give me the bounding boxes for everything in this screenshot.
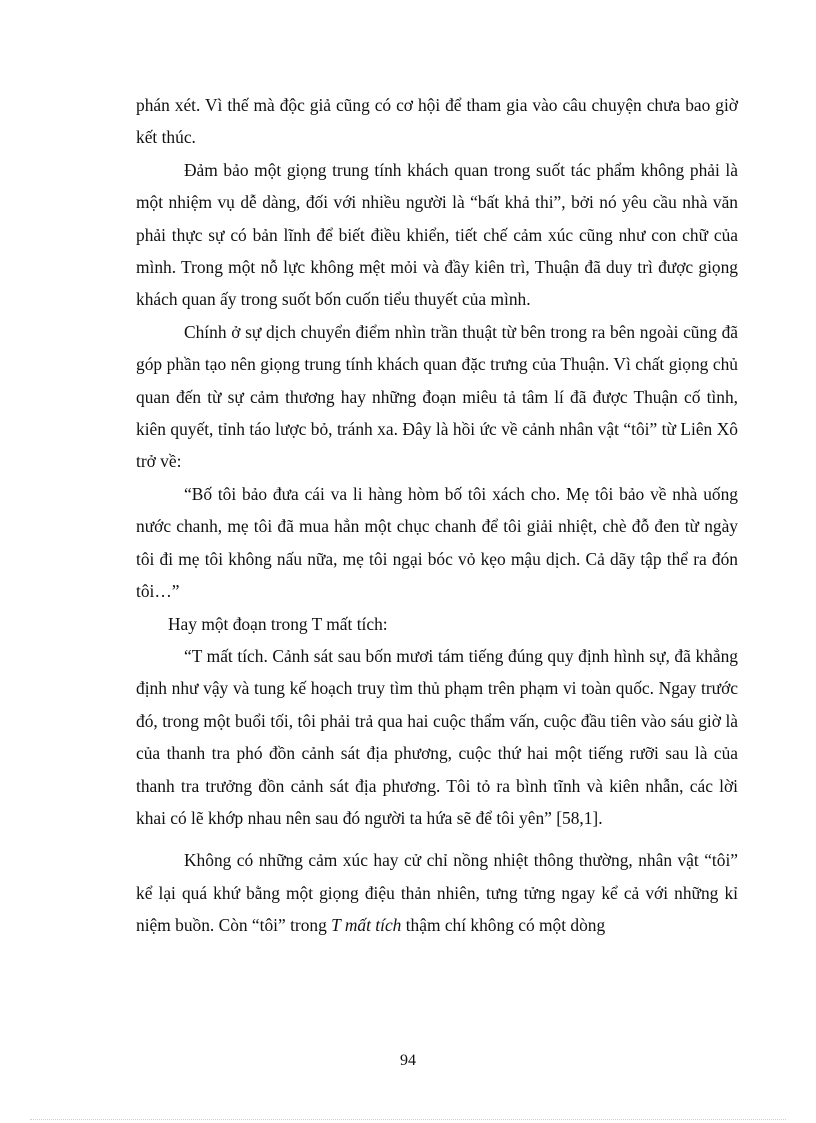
page-body <box>136 89 738 942</box>
paragraph-intro-quote-2: Hay một đoạn trong T mất tích: <box>168 613 388 634</box>
quote-2: “T mất tích. Cảnh sát sau bốn mươi tám tiếng đúng quy định hình sự, đã khẳng định như vậy và tung kế hoạch truy tìm thủ phạm trên phạm vi toàn quốc. Ngay trước đó, trong một buổi tối, tôi phải trả qua hai cuộc thẩm vấn, cuộc đầu tiên vào sáu giờ là của thanh tra phó đồn cảnh sát địa phương, cuộc thứ hai một tiếng rưỡi sau là của thanh tra trưởng đồn cảnh sát địa phương. Tôi tỏ ra bình tĩnh và kiên nhẫn, các lời khai có lẽ khớp nhau nên sau đó người ta hứa sẽ để tôi yên” [58,1]. <box>136 645 738 828</box>
bottom-divider <box>30 1119 786 1120</box>
final-text-after: thậm chí không có một dòng <box>401 915 606 936</box>
paragraph-1: phán xét. Vì thế mà độc giả cũng có cơ hội để tham gia vào câu chuyện chưa bao giờ kết thúc. <box>136 95 738 148</box>
book-title-italic: T mất tích <box>331 915 402 936</box>
paragraph-3: Chính ở sự dịch chuyển điểm nhìn trần thuật từ bên trong ra bên ngoài cũng đã góp phần tạo nên giọng trung tính khách quan đặc trưng của Thuận. Vì chất giọng chủ quan đến từ sự cảm thương hay những đoạn miêu tả tâm lí đã được Thuận cố tình, kiên quyết, tỉnh táo lược bỏ, tránh xa. Đây là hồi ức về cảnh nhân vật “tôi” từ Liên Xô trở về: <box>136 321 738 472</box>
page-number: 94 <box>400 1052 416 1069</box>
paragraph-2: Đảm bảo một giọng trung tính khách quan trong suốt tác phẩm không phải là một nhiệm vụ dễ dàng, đối với nhiều người là “bất khả thi”, bởi nó yêu cầu nhà văn phải thực sự có bản lĩnh để biết điều khiển, tiết chế cảm xúc cũng như con chữ của mình. Trong một nỗ lực không mệt mỏi và đầy kiên trì, Thuận đã duy trì được giọng khách quan ấy trong suốt bốn cuốn tiểu thuyết của mình. <box>136 159 738 310</box>
paragraph-final <box>136 844 738 941</box>
quote-1: “Bố tôi bảo đưa cái va li hàng hòm bố tôi xách cho. Mẹ tôi bảo về nhà uống nước chanh, mẹ tôi đã mua hẳn một chục chanh để tôi giải nhiệt, chè đỗ đen từ ngày tôi đi mẹ tôi không nấu nữa, mẹ tôi ngại bóc vỏ kẹo mậu dịch. Cả dãy tập thể ra đón tôi…” <box>136 483 738 602</box>
final-text-before: Không có những cảm xúc hay cử chỉ nồng nhiệt thông thường, nhân vật “tôi” kể lại quá khứ bằng một giọng điệu thản nhiên, tưng tửng ngay kể cả với những kỉ niệm buồn. Còn “tôi” trong <box>136 850 738 936</box>
